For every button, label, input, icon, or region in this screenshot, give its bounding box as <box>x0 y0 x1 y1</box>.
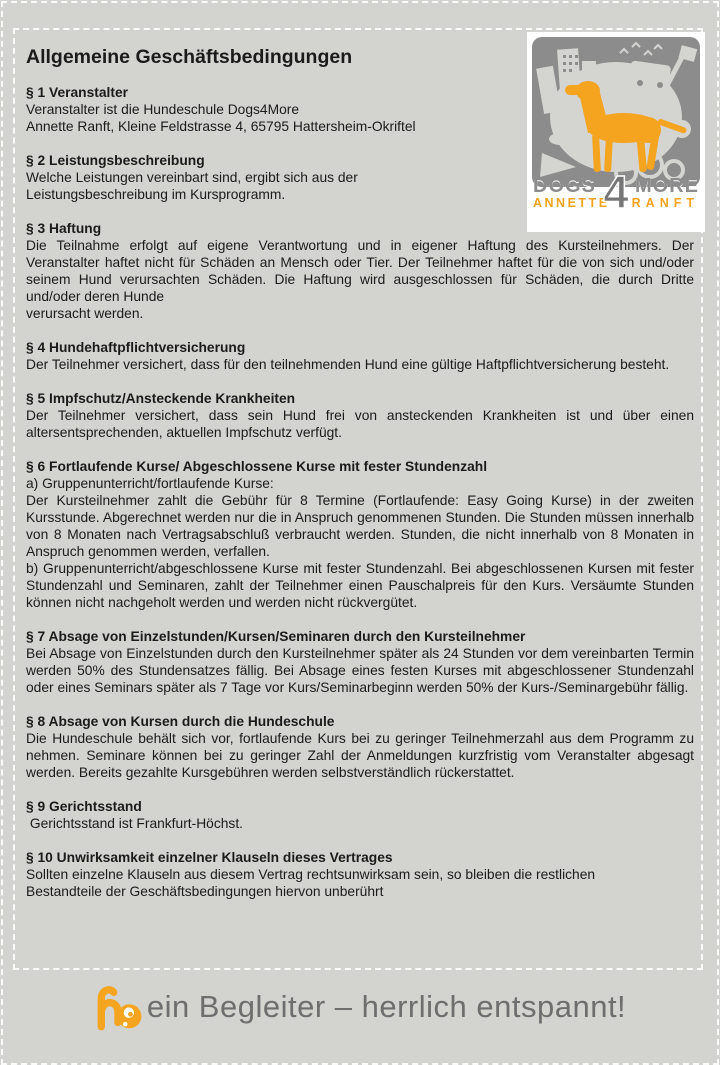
text-line: Die Teilnahme erfolgt auf eigene Verantwortung und in eigener Haftung des Kursteilnehmers. Der Veranstalter haftet nicht für Schäden an Mensch oder Tier. Der Teilnehmer haftet für die von sich und/oder seinem Hund verursachten Schäden. Die Haftung wird ausgeschlossen für Schäden, die durch Dritte und/oder deren Hunde <box>26 238 694 304</box>
dog-m-glyph-icon <box>94 985 144 1031</box>
paragraph <box>26 237 694 322</box>
text-line: a) Gruppenunterricht/fortlaufende Kurse: <box>26 476 274 491</box>
section-8 <box>26 713 694 781</box>
dog-globe-illustration <box>532 37 700 187</box>
logo-number-4: 4 <box>603 166 629 218</box>
dogs4more-logo <box>527 32 705 232</box>
text-line: Bestandteile der Geschäftsbedingungen hiervon unberührt <box>26 884 384 899</box>
section-heading: § 9 Gerichtsstand <box>26 799 142 814</box>
section-3 <box>26 220 694 322</box>
logo-wordmark <box>532 166 700 218</box>
paragraph <box>26 560 694 611</box>
section-5 <box>26 390 694 441</box>
text-line: Der Kursteilnehmer zahlt die Gebühr für 8 Termine (Fortlaufende: Easy Going Kurse) in der zweiten Kursstunde. Abgerechnet werden nur die in Anspruch genommenen Stunden. Die Stunden müssen innerhalb von 8 Monaten nach Vertragsabschluß verbraucht werden. Stunden, die nicht innerhalb von 8 Monaten in Anspruch genommen werden, verfallen. <box>26 493 694 559</box>
footer-tagline: ein Begleiter – herrlich entspannt! <box>146 989 627 1024</box>
text-line: Annette Ranft, Kleine Feldstrasse 4, 65795 Hattersheim-Okriftel <box>26 119 416 134</box>
section-heading: § 7 Absage von Einzelstunden/Kursen/Seminaren durch den Kursteilnehmer <box>26 629 526 644</box>
section-heading: § 5 Impfschutz/Ansteckende Krankheiten <box>26 391 296 406</box>
paragraph <box>26 645 694 696</box>
text-line: Veranstalter ist die Hundeschule Dogs4More <box>26 102 300 117</box>
section-7 <box>26 628 694 696</box>
text-line: Gerichtsstand ist Frankfurt-Höchst. <box>26 816 243 831</box>
text-line: Der Teilnehmer versichert, dass für den teilnehmenden Hund eine gültige Haftpflichtversicherung besteht. <box>26 357 670 372</box>
section-heading: § 2 Leistungsbeschreibung <box>26 153 205 168</box>
section-heading: § 3 Haftung <box>26 221 102 236</box>
section-heading: § 10 Unwirksamkeit einzelner Klauseln dieses Vertrages <box>26 850 393 865</box>
text-line: Bei Absage von Einzelstunden durch den Kursteilnehmer später als 24 Stunden vor dem vereinbarten Termin werden 50% des Stundensatzes fällig. Bei Absage eines festen Kurses mit abgeschlossener Stundenzahl oder eines Seminars später als 7 Tage vor Kurs/Seminarbeginn werden 50% der Kurs-/Seminargebühr fällig. <box>26 646 694 695</box>
text-line: Welche Leistungen vereinbart sind, ergibt sich aus der <box>26 170 358 185</box>
section-heading: § 1 Veranstalter <box>26 85 129 100</box>
section-heading: § 6 Fortlaufende Kurse/ Abgeschlossene Kurse mit fester Stundenzahl <box>26 459 488 474</box>
section-6 <box>26 458 694 611</box>
paragraph <box>26 356 694 373</box>
text-line: Die Hundeschule behält sich vor, fortlaufende Kurs bei zu geringer Teilnehmerzahl aus dem Programm zu nehmen. Seminare können bei zu geringer Zahl der Anmeldungen kurzfristig vom Veranstalter abgesagt werden. Bereits gezahlte Kursgebühren werden selbstverständlich rückerstattet. <box>26 731 694 780</box>
paragraph <box>26 407 694 441</box>
logo-owner-first-name: ANNETTE <box>533 196 610 210</box>
paragraph <box>26 815 694 832</box>
text-line: Leistungsbeschreibung im Kursprogramm. <box>26 187 286 202</box>
paragraph <box>26 866 694 900</box>
section-9 <box>26 798 694 832</box>
logo-owner-last-name: RANFT <box>631 196 699 210</box>
logo-word-more: MORE <box>635 175 699 197</box>
section-4 <box>26 339 694 373</box>
page-title: Allgemeine Geschäftsbedingungen <box>26 46 353 68</box>
logo-word-dogs: DOGS <box>533 175 596 197</box>
paragraph <box>26 475 694 492</box>
text-line: verursacht werden. <box>26 306 144 321</box>
text-line: Der Teilnehmer versichert, dass sein Hund frei von ansteckenden Krankheiten ist und über einen altersentsprechenden, aktuellen Impfschutz verfügt. <box>26 408 694 440</box>
text-line: b) Gruppenunterricht/abgeschlossene Kurse mit fester Stundenzahl. Bei abgeschlossenen Kursen mit fester Stundenzahl und Seminaren, zahlt der Teilnehmer einen Pauschalpreis für den Kurs. Versäumte Stunden können nicht nachgeholt werden und werden nicht rückvergütet. <box>26 561 694 610</box>
footer-tagline-row <box>0 982 720 1032</box>
section-10 <box>26 849 694 900</box>
paragraph <box>26 492 694 560</box>
text-line: Sollten einzelne Klauseln aus diesem Vertrag rechtsunwirksam sein, so bleiben die restlichen <box>26 867 596 882</box>
section-heading: § 8 Absage von Kursen durch die Hundeschule <box>26 714 335 729</box>
section-heading: § 4 Hundehaftpflichtversicherung <box>26 340 246 355</box>
paragraph <box>26 730 694 781</box>
